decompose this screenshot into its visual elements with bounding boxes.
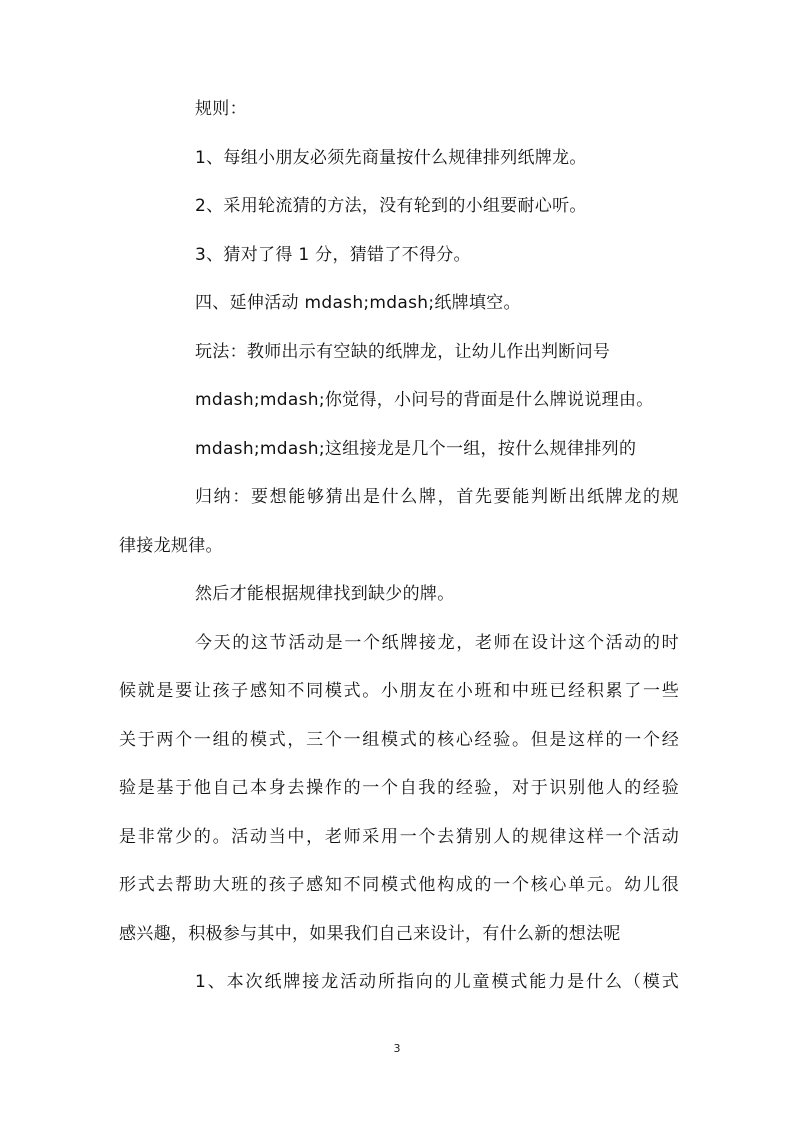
rule-item-3: 3、猜对了得 1 分，猜错了不得分。 <box>195 245 471 265</box>
paragraph-line: 是非常少的。活动当中，老师采用一个去猜别人的规律这样一个活动 <box>119 827 679 847</box>
rule-item-2: 2、采用轮流猜的方法，没有轮到的小组要耐心听。 <box>195 196 587 216</box>
rule-item-1: 1、每组小朋友必须先商量按什么规律排列纸牌龙。 <box>195 148 587 168</box>
paragraph-line: 归纳：要想能够猜出是什么牌，首先要能判断出纸牌龙的规 <box>195 487 679 507</box>
paragraph-line: 玩法：教师出示有空缺的纸牌龙，让幼儿作出判断问号 <box>195 342 611 362</box>
paragraph-line: 然后才能根据规律找到缺少的牌。 <box>195 584 455 604</box>
paragraph-line: 感兴趣，积极参与其中，如果我们自己来设计，有什么新的想法呢 <box>119 924 621 944</box>
rules-heading: 规则： <box>195 99 247 119</box>
section-heading-extension: 四、延伸活动 mdash;mdash;纸牌填空。 <box>195 293 521 313</box>
paragraph-line: 1、本次纸牌接龙活动所指向的儿童模式能力是什么（模式 <box>195 972 679 992</box>
paragraph-line: 今天的这节活动是一个纸牌接龙，老师在设计这个活动的时 <box>195 633 679 653</box>
paragraph-line: mdash;mdash;你觉得，小问号的背面是什么牌说说理由。 <box>195 390 654 410</box>
paragraph-line: 律接龙规律。 <box>119 536 223 556</box>
paragraph-line: 验是基于他自己本身去操作的一个自我的经验，对于识别他人的经验 <box>119 778 679 798</box>
paragraph-line: mdash;mdash;这组接龙是几个一组，按什么规律排列的 <box>195 439 637 459</box>
paragraph-line: 形式去帮助大班的孩子感知不同模式他构成的一个核心单元。幼儿很 <box>119 875 679 895</box>
paragraph-line: 关于两个一组的模式，三个一组模式的核心经验。但是这样的一个经 <box>119 730 679 750</box>
paragraph-line: 候就是要让孩子感知不同模式。小朋友在小班和中班已经积累了一些 <box>119 681 679 701</box>
page-number: 3 <box>393 1042 401 1055</box>
